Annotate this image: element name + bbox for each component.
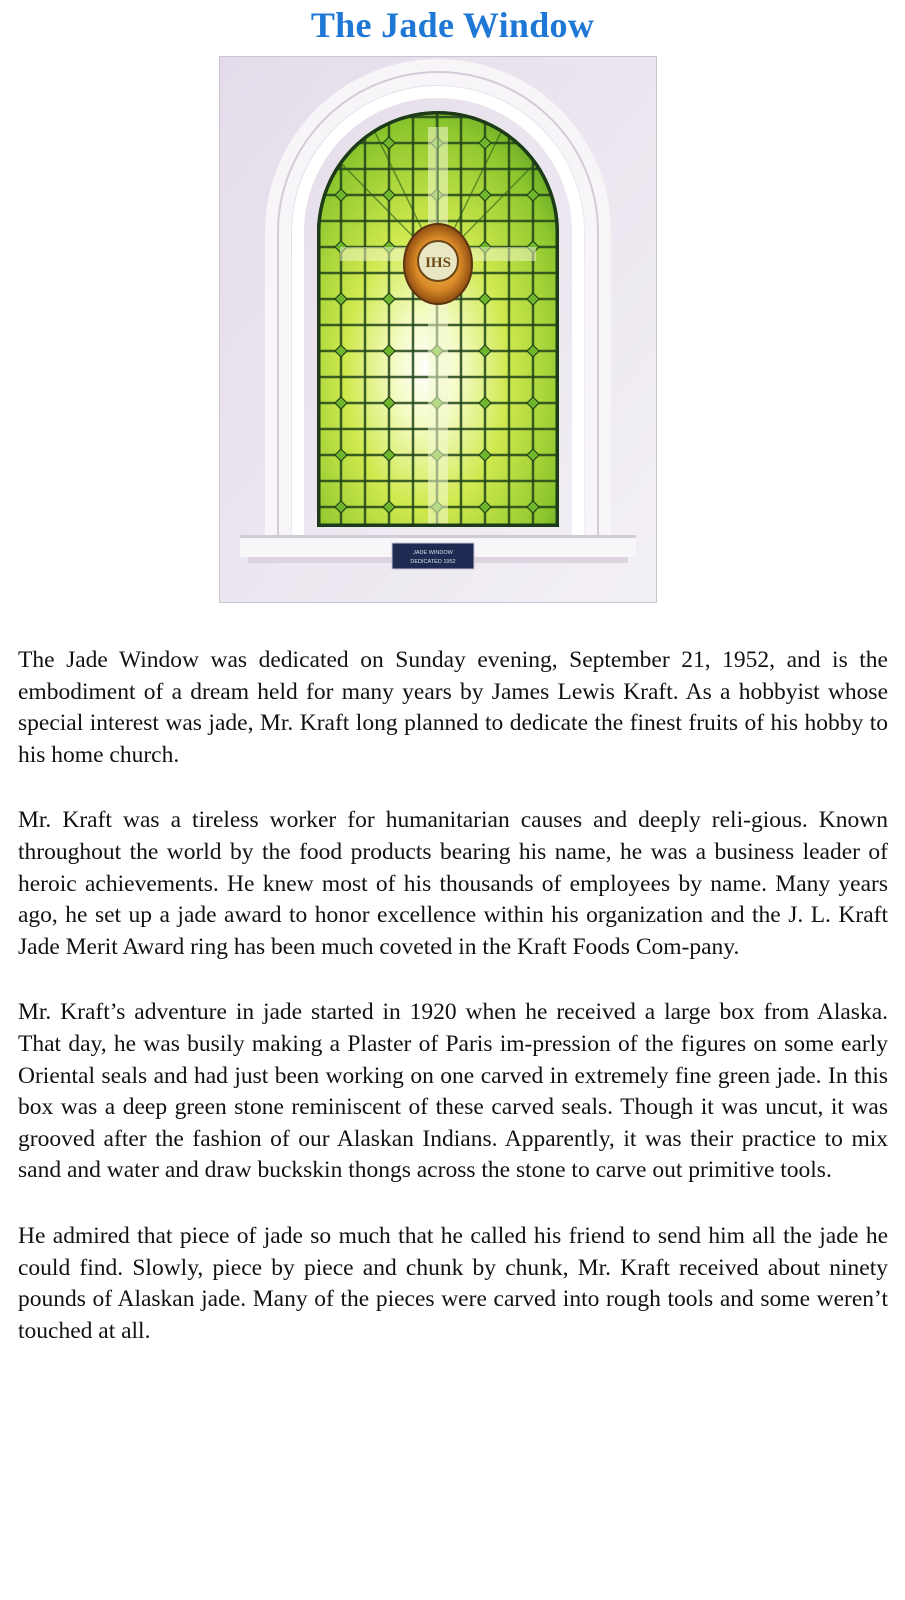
dedication-plaque [392, 543, 474, 569]
paragraph-jade-origin: Mr. Kraft’s adventure in jade started in 1920 when he received a large box from Alaska. That day, he was busily making a Plaster of Paris im-pression of the figures on some early Oriental seals and had just been working on one carved in extremely fine green jade. In this box was a deep green stone reminiscent of these carved seals. Though it was uncut, it was grooved after the fashion of our Alaskan Indians. Apparently, it was their practice to mix sand and water and draw buckskin thongs across the stone to carve out primitive tools. [18, 999, 888, 1184]
paragraph-kraft-profile: Mr. Kraft was a tireless worker for humanitarian causes and deeply reli-gious. Known throughout the world by the food products bearing his name, he was a business leader of heroic achievements. He knew most of his thousands of employees by name. Many years ago, he set up a jade award to honor excellence within his organization and the J. L. Kraft Jade Merit Award ring has been much coveted in the Kraft Foods Com-pany. [18, 807, 888, 960]
paragraph-jade-collection: He admired that piece of jade so much that he called his friend to send him all the jade he could find. Slowly, piece by piece and chunk by chunk, Mr. Kraft received about ninety pounds of Alaskan jade. Many of the pieces were carved into rough tools and some weren’t touched at all. [18, 1222, 888, 1344]
page-title: The Jade Window [310, 5, 595, 45]
plaque-line-2: DEDICATED 1952 [410, 559, 456, 565]
article-body [18, 645, 888, 1381]
stained-glass-window [310, 97, 570, 537]
paragraph-dedication: The Jade Window was dedicated on Sunday evening, September 21, 1952, and is the embodiment of a dream held for many years by James Lewis Kraft. As a hobbyist whose special interest was jade, Mr. Kraft long planned to dedicate the finest fruits of his hobby to his home church. [18, 647, 888, 768]
plaque-line-1: JADE WINDOW [413, 550, 453, 556]
monogram: IHS [425, 255, 451, 271]
jade-window-photo [219, 56, 657, 603]
